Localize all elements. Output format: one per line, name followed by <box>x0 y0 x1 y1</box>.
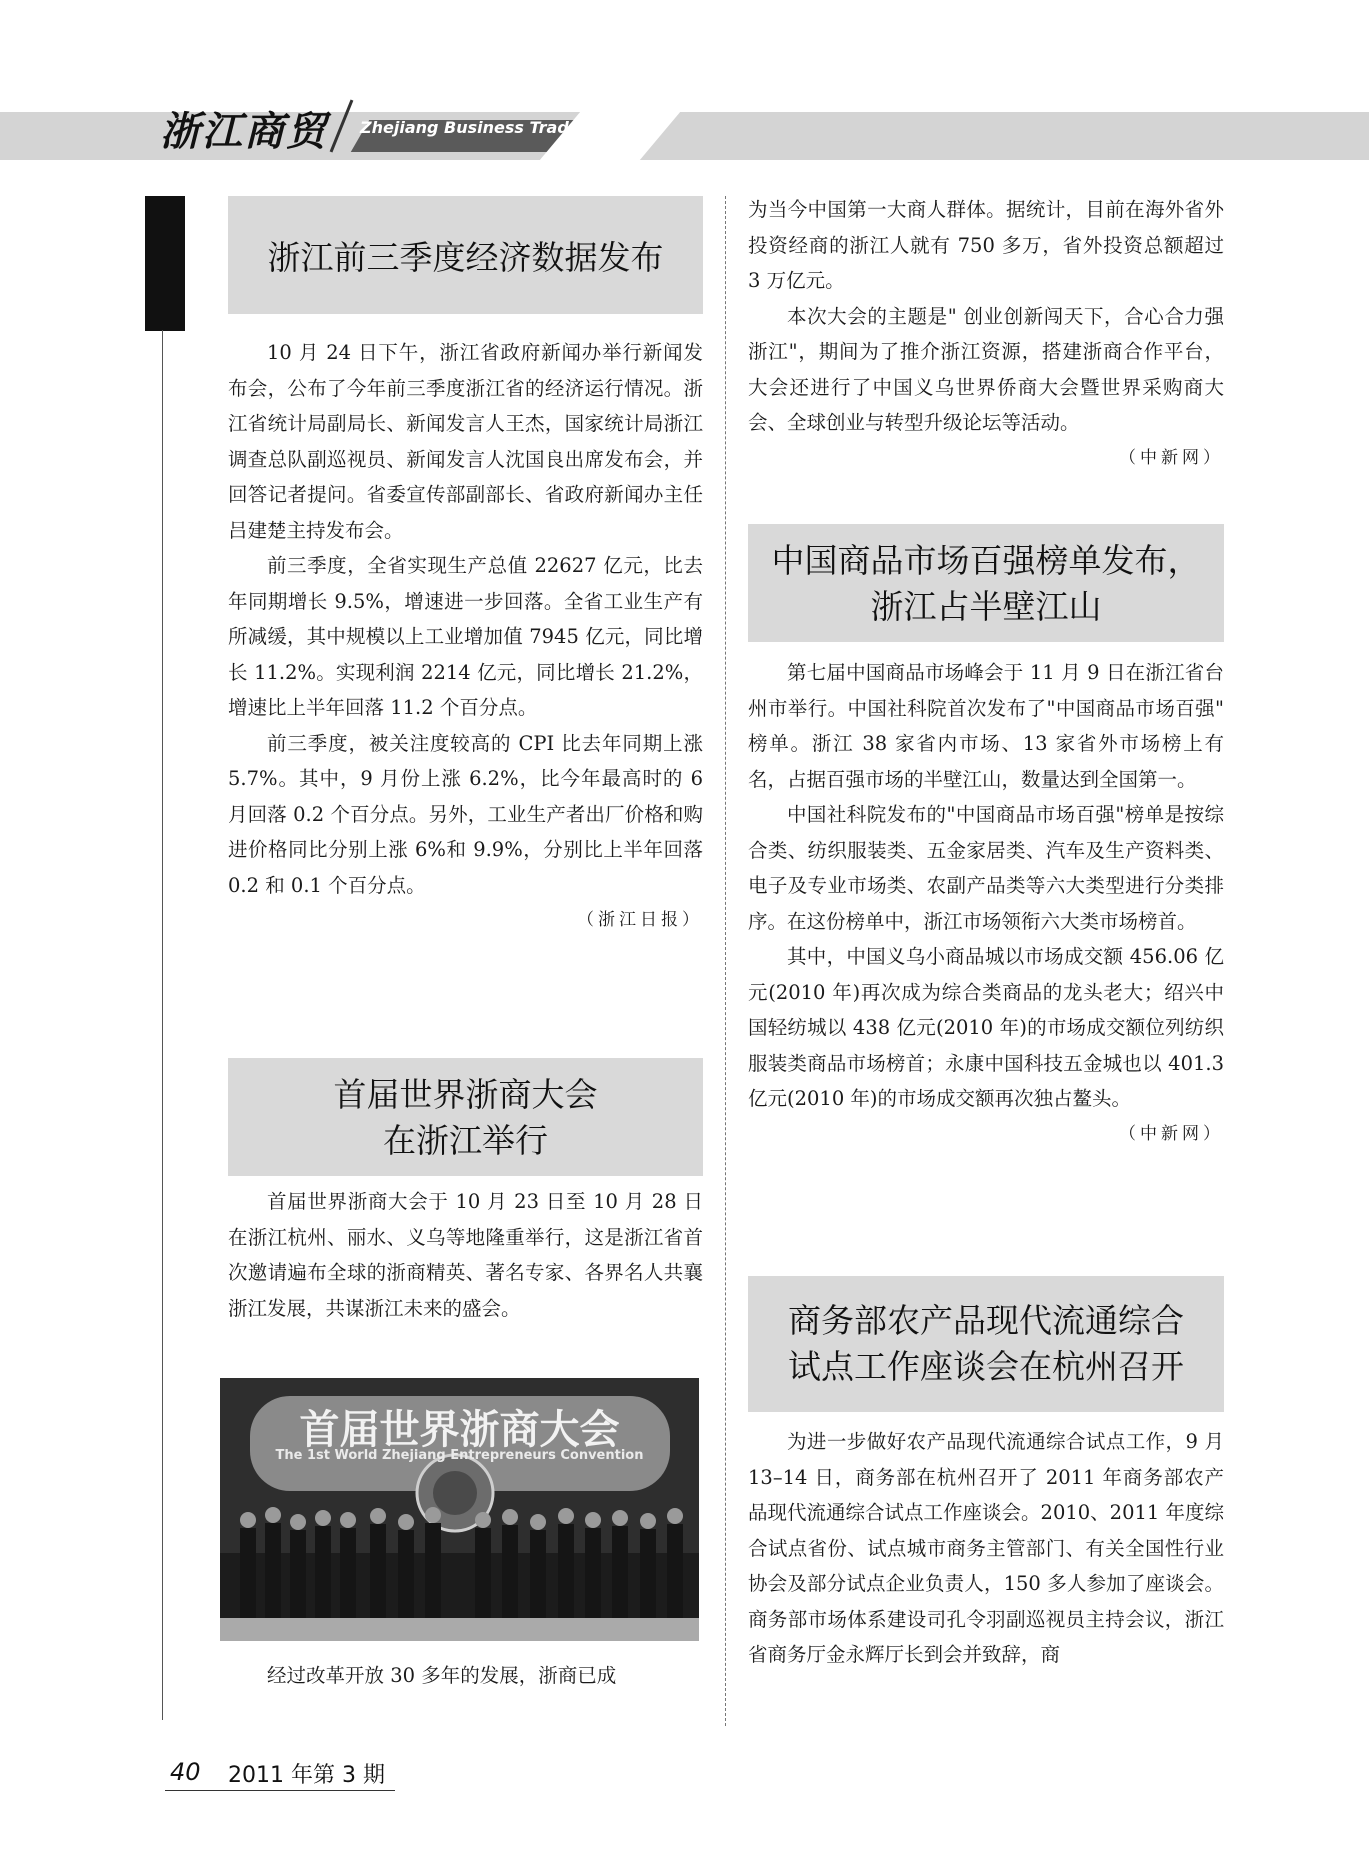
issue-label: 2011 年第 3 期 <box>228 1763 385 1788</box>
article-2-para-4: 本次大会的主题是" 创业创新闯天下，合心合力强浙江"，期间为了推介浙江资源，搭建浙商合作平台，大会还进行了中国义乌世界侨商大会暨世界采购商大会、全球创业与转型升级论坛等活动。 <box>748 304 1224 434</box>
article-3-title <box>748 524 1224 642</box>
article-4 <box>748 1276 1224 1412</box>
article-1-body <box>228 335 703 937</box>
magazine-subtitle: Zhejiang Business Trade <box>360 118 580 137</box>
article-3-title-line-1: 中国商品市场百强榜单发布， <box>771 541 1201 580</box>
article-1-source: （浙江日报） <box>577 910 703 930</box>
article-4-title <box>748 1276 1224 1412</box>
article-2-para-3: 为当今中国第一大商人群体。据统计，目前在海外省外投资经商的浙江人就有 750 多万，省外投资总额超过 3 万亿元。 <box>748 198 1224 292</box>
article-3-title-line-2: 浙江占半壁江山 <box>870 587 1102 626</box>
article-4-para-1: 为进一步做好农产品现代流通综合试点工作，9 月 13–14 日，商务部在杭州召开了 2011 年商务部农产品现代流通综合试点工作座谈会。2010、2011 年度综合试点省份、试点城市商务主管部门、有关全国性行业协会及部分试点企业负责人，150 多人参加了座谈会。商务部市场体系建设司孔令羽副巡视员主持会议，浙江省商务厅金永辉厅长到会并致辞，商 <box>748 1430 1224 1666</box>
footer-rule <box>165 1790 395 1791</box>
article-2-body <box>228 1184 703 1326</box>
article-3-para-1: 第七届中国商品市场峰会于 11 月 9 日在浙江省台州市举行。中国社科院首次发布了"中国商品市场百强" 榜单。浙江 38 家省内市场、13 家省外市场榜上有名，占据百强市场的半壁江山，数量达到全国第一。 <box>748 661 1224 791</box>
article-4-title-line-1: 商务部农产品现代流通综合 <box>788 1301 1184 1340</box>
article-2-para-2: 经过改革开放 30 多年的发展，浙商已成 <box>267 1664 617 1687</box>
article-1-para-3: 前三季度，被关注度较高的 CPI 比去年同期上涨 5.7%。其中，9 月份上涨 6.2%，比今年最高时的 6 月回落 0.2 个百分点。另外，工业生产者出厂价格和购进价格同比分别上涨 6%和 9.9%，分别比上半年回落 0.2 和 0.1 个百分点。 <box>228 731 703 897</box>
article-2-right-body <box>748 192 1224 475</box>
article-2-para-1: 首届世界浙商大会于 10 月 23 日至 10 月 28 日在浙江杭州、丽水、义乌等地隆重举行，这是浙江省首次邀请遍布全球的浙商精英、著名专家、各界名人共襄浙江发展，共谋浙江未来的盛会。 <box>228 1190 703 1320</box>
article-2 <box>228 1058 703 1176</box>
article-4-title-line-2: 试点工作座谈会在杭州召开 <box>788 1347 1184 1386</box>
article-1-para-2: 前三季度，全省实现生产总值 22627 亿元，比去年同期增长 9.5%，增速进一步回落。全省工业生产有所减缓，其中规模以上工业增加值 7945 亿元，同比增长 11.2%。实现利润 2214 亿元，同比增长 21.2%，增速比上半年回落 11.2 个百分点。 <box>228 554 703 719</box>
article-3-para-2: 中国社科院发布的"中国商品市场百强"榜单是按综合类、纺织服装类、五金家居类、汽车及生产资料类、电子及专业市场类、农副产品类等六大类型进行分类排序。在这份榜单中，浙江市场领衔六大类市场榜首。 <box>748 803 1224 933</box>
article-2-title-line-2: 在浙江举行 <box>383 1121 548 1160</box>
left-rule <box>162 330 163 1720</box>
magazine-logo: 浙江商贸 <box>160 108 328 155</box>
article-4-body <box>748 1424 1224 1673</box>
photo-banner-caption: The 1st World Zhejiang Entrepreneurs Convention <box>275 1448 644 1463</box>
article-2-source: （中新网） <box>1119 447 1224 468</box>
article-2-body-cont <box>228 1658 703 1694</box>
article-2-title-line-1: 首届世界浙商大会 <box>333 1075 598 1114</box>
photo-banner-text: 首届世界浙商大会 <box>299 1406 620 1453</box>
article-1 <box>228 196 703 314</box>
page-number: 40 <box>170 1758 201 1786</box>
article-1-para-1: 10 月 24 日下午，浙江省政府新闻办举行新闻发布会，公布了今年前三季度浙江省的经济运行情况。浙江省统计局副局长、新闻发言人王杰，国家统计局浙江调查总队副巡视员、新闻发言人沈国良出席发布会，并回答记者提问。省委宣传部副部长、省政府新闻办主任吕建楚主持发布会。 <box>228 341 703 542</box>
column-divider <box>725 196 726 1726</box>
article-2-title <box>228 1058 703 1176</box>
section-marker <box>145 196 185 331</box>
article-3-para-3: 其中，中国义乌小商品城以市场成交额 456.06 亿元(2010 年)再次成为综合类商品的龙头老大；绍兴中国轻纺城以 438 亿元(2010 年)的市场成交额位列纺织服装类商品市场榜首；永康中国科技五金城也以 401.3 亿元(2010 年)的市场成交额再次独占鳌头。 <box>748 945 1224 1110</box>
article-3 <box>748 524 1224 642</box>
article-1-title: 浙江前三季度经济数据发布 <box>228 196 703 314</box>
article-3-body <box>748 655 1224 1151</box>
convention-photo <box>220 1378 699 1641</box>
article-3-source: （中新网） <box>1119 1123 1224 1144</box>
